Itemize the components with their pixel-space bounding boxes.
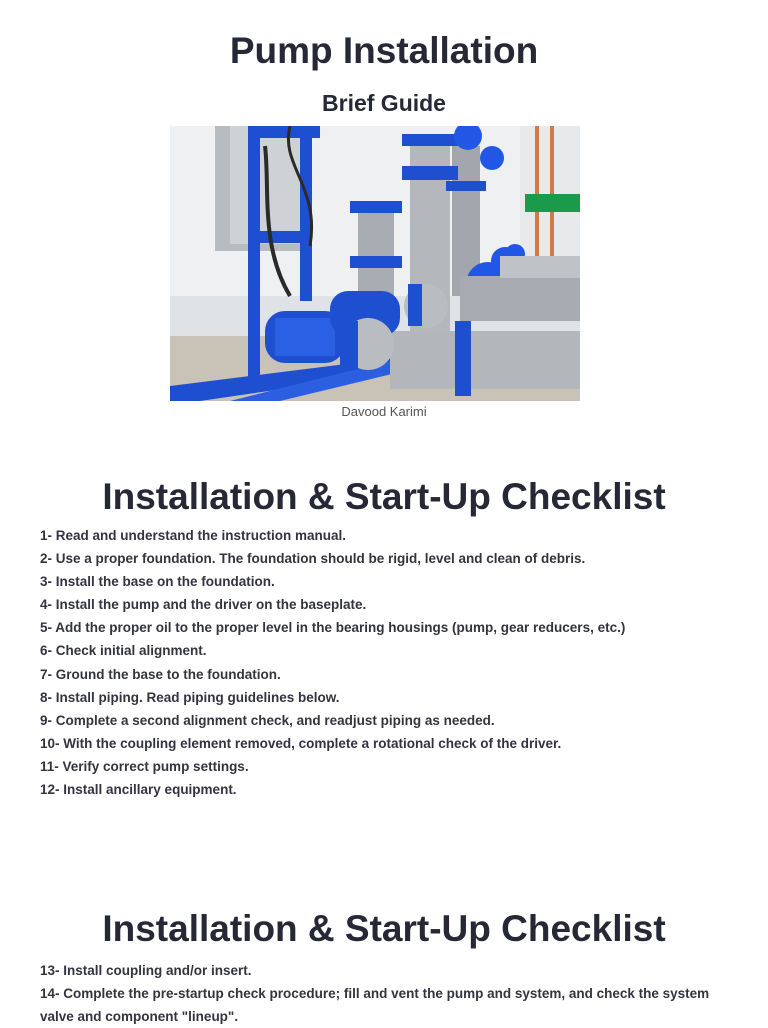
checklist-item: 3- Install the base on the foundation. bbox=[40, 574, 275, 590]
document-title: Pump Installation bbox=[229, 30, 539, 71]
checklist-item: 6- Check initial alignment. bbox=[40, 643, 207, 659]
section-heading-1: Installation & Start-Up Checklist bbox=[102, 476, 666, 517]
pump-photo bbox=[170, 126, 580, 401]
checklist-item: 11- Verify correct pump settings. bbox=[40, 758, 249, 774]
image-caption: Davood Karimi bbox=[341, 404, 427, 419]
checklist-item: 9- Complete a second alignment check, and readjust piping as needed. bbox=[40, 712, 495, 728]
checklist-item: 14- Complete the pre-startup check procedure; fill and vent the pump and system, and check the system valve and component "lineup". bbox=[40, 986, 710, 1025]
checklist-item: 2- Use a proper foundation. The foundation should be rigid, level and clean of debris. bbox=[40, 551, 586, 567]
pump-illustration bbox=[170, 126, 580, 401]
section-heading-2: Installation & Start-Up Checklist bbox=[102, 908, 666, 949]
checklist-item: 5- Add the proper oil to the proper level in the bearing housings (pump, gear reducers, etc.) bbox=[40, 620, 626, 636]
checklist-1 bbox=[40, 524, 730, 801]
checklist-item: 12- Install ancillary equipment. bbox=[40, 782, 237, 798]
checklist-item: 1- Read and understand the instruction manual. bbox=[40, 528, 347, 543]
checklist-item: 10- With the coupling element removed, complete a rotational check of the driver. bbox=[40, 735, 562, 751]
checklist-2 bbox=[40, 959, 730, 1028]
checklist-item: 4- Install the pump and the driver on the baseplate. bbox=[40, 597, 367, 613]
checklist-item: 13- Install coupling and/or insert. bbox=[40, 963, 252, 978]
checklist-item: 7- Ground the base to the foundation. bbox=[40, 666, 281, 682]
document-subtitle: Brief Guide bbox=[322, 90, 446, 116]
checklist-item: 8- Install piping. Read piping guidelines below. bbox=[40, 689, 340, 705]
